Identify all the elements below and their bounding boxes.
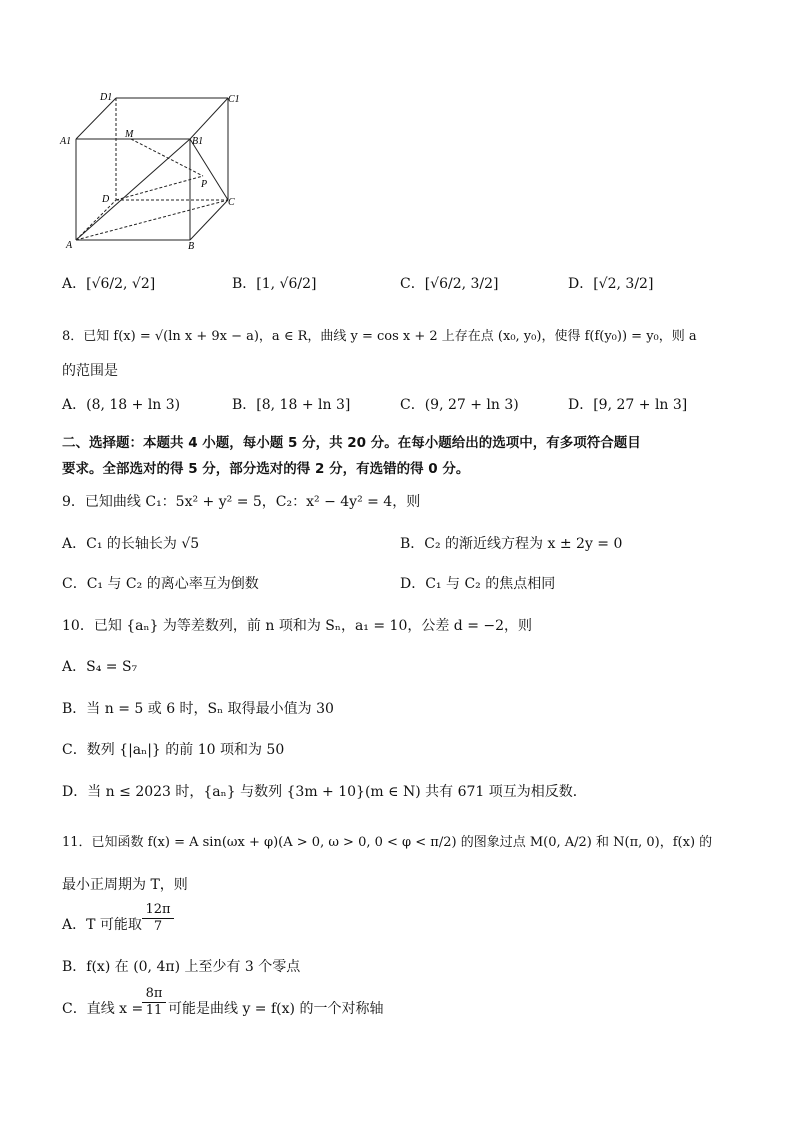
q9-option-d[interactable]: D．C₁ 与 C₂ 的焦点相同: [400, 576, 556, 592]
q11-option-a-denominator: 7: [153, 919, 163, 934]
q11-option-a-fraction: [142, 902, 174, 935]
q11-stem-line2: 最小正周期为 T，则: [62, 877, 188, 893]
vertex-B1: B1: [192, 136, 204, 147]
q11-option-c-prefix: C．直线 x =: [62, 1001, 144, 1017]
q10-option-c[interactable]: C．数列 {|aₙ|} 的前 10 项和为 50: [62, 742, 285, 758]
q8-stem-line2: 的范围是: [62, 363, 118, 379]
vertex-B: B: [188, 241, 195, 252]
q11-option-a-numerator: 12π: [142, 902, 174, 919]
q8-option-c[interactable]: C．(9, 27 + ln 3): [400, 397, 519, 413]
vertex-A1: A1: [60, 136, 72, 147]
vertex-P: P: [201, 179, 208, 190]
section2-line1: 二、选择题：本题共 4 小题，每小题 5 分，共 20 分。在每小题给出的选项中，有多项符合题目: [62, 435, 641, 451]
vertex-A: A: [66, 240, 73, 251]
q8-option-d[interactable]: D．[9, 27 + ln 3]: [568, 397, 688, 413]
vertex-C: C: [228, 197, 235, 208]
vertex-C1: C1: [228, 94, 240, 105]
q11-stem-line1: 11．已知函数 f(x) = A sin(ωx + φ)(A > 0, ω > 0, 0 < φ < π/2) 的图象过点 M(0, A/2) 和 N(π, 0)，f(x) 的: [62, 835, 713, 850]
section2-line2: 要求。全部选对的得 5 分，部分选对的得 2 分，有选错的得 0 分。: [62, 461, 470, 477]
q7-option-b[interactable]: B．[1, √6/2]: [232, 276, 317, 292]
q9-stem: 9．已知曲线 C₁：5x² + y² = 5，C₂：x² − 4y² = 4，则: [62, 494, 421, 510]
vertex-M: M: [125, 129, 134, 140]
q11-option-c-fraction: [142, 986, 166, 1019]
q9-option-a[interactable]: A．C₁ 的长轴长为 √5: [62, 536, 200, 552]
q11-option-c-suffix: 可能是曲线 y = f(x) 的一个对称轴: [168, 1001, 384, 1017]
q11-option-b[interactable]: B．f(x) 在 (0, 4π) 上至少有 3 个零点: [62, 959, 301, 975]
q11-option-c-numerator: 8π: [142, 986, 166, 1003]
q10-option-a[interactable]: A．S₄ = S₇: [62, 659, 138, 675]
q9-option-b[interactable]: B．C₂ 的渐近线方程为 x ± 2y = 0: [400, 536, 623, 552]
q10-option-b[interactable]: B．当 n = 5 或 6 时，Sₙ 取得最小值为 30: [62, 701, 334, 717]
q8-stem-line1: 8．已知 f(x) = √(ln x + 9x − a)，a ∈ R，曲线 y = cos x + 2 上存在点 (x₀, y₀)，使得 f(f(y₀)) = y₀，则 a: [62, 329, 697, 344]
vertex-D1: D1: [100, 92, 113, 103]
q7-option-c[interactable]: C．[√6/2, 3/2]: [400, 276, 499, 292]
q8-option-a[interactable]: A．(8, 18 + ln 3): [62, 397, 181, 413]
q11-option-a[interactable]: [62, 916, 142, 934]
q10-stem: 10．已知 {aₙ} 为等差数列，前 n 项和为 Sₙ，a₁ = 10，公差 d = −2，则: [62, 618, 533, 634]
q7-option-a[interactable]: A．[√6/2, √2]: [62, 276, 156, 292]
q11-option-c-denominator: 11: [145, 1003, 163, 1018]
q11-option-c[interactable]: [62, 1000, 143, 1018]
q7-option-d[interactable]: D．[√2, 3/2]: [568, 276, 654, 292]
vertex-D: D: [102, 194, 110, 205]
q10-option-d[interactable]: D．当 n ≤ 2023 时，{aₙ} 与数列 {3m + 10}(m ∈ N) 共有 671 项互为相反数．: [62, 784, 587, 800]
q9-option-c[interactable]: C．C₁ 与 C₂ 的离心率互为倒数: [62, 576, 259, 592]
cube-figure: [58, 88, 248, 253]
q11-option-a-text: A．T 可能取: [62, 917, 142, 933]
q8-option-b[interactable]: B．[8, 18 + ln 3]: [232, 397, 351, 413]
